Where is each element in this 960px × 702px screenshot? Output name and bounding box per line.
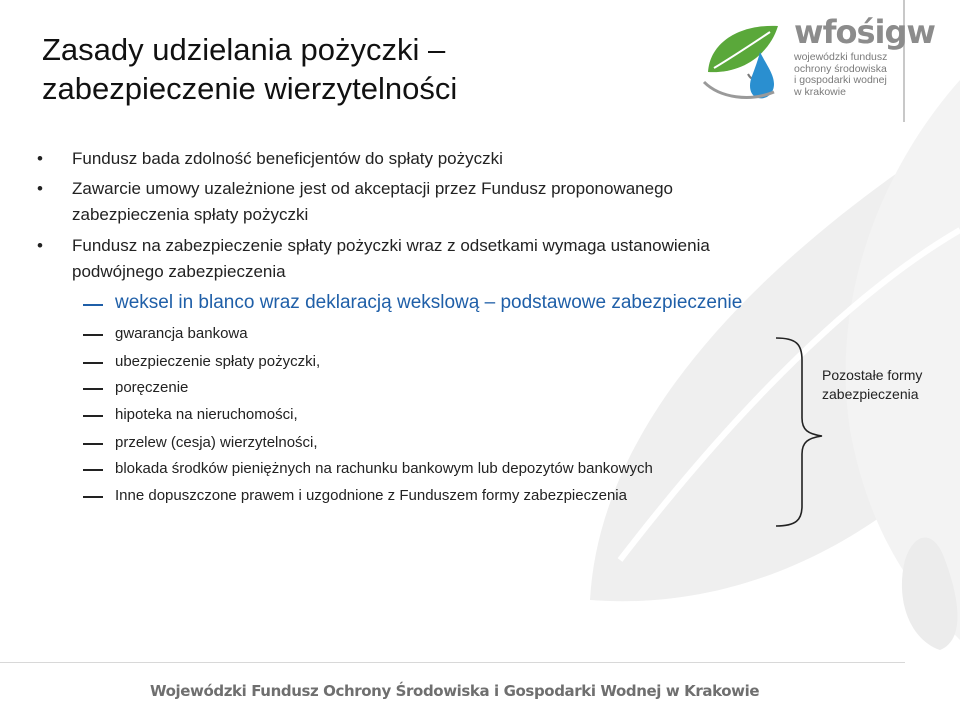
slide-title [42,30,642,108]
sub-bullet-primary: weksel in blanco wraz deklaracją wekslową – podstawowe zabezpieczenie [115,289,742,316]
sub-bullet: ubezpieczenie spłaty pożyczki, [115,348,320,375]
sub-bullet: przelew (cesja) wierzytelności, [115,429,318,456]
logo-subtitle-line: ochrony środowiska [794,62,887,75]
title-line-1: Zasady udzielania pożyczki – [42,32,446,67]
logo-text [794,14,935,98]
footer-text: Wojewódzki Fundusz Ochrony Środowiska i Gospodarki Wodnej w Krakowie [150,682,760,700]
side-note-line: Pozostałe formy [822,367,923,383]
bullet-text: • Fundusz na zabezpieczenie spłaty pożyczki wraz z odsetkami wymaga ustanowienia [72,236,710,255]
footer-divider [0,662,905,663]
bullet-text: • Zawarcie umowy uzależnione jest od akceptacji przez Fundusz proponowanego [72,179,674,198]
logo-subtitle-line: w krakowie [794,85,846,98]
bullet-item [72,233,892,285]
sub-bullet: hipoteka na nieruchomości, [115,401,298,428]
bullet-text: zabezpieczenia spłaty pożyczki [72,205,309,224]
side-note-line: zabezpieczenia [822,386,919,402]
curly-brace-icon [770,336,830,528]
bullet-item [72,146,892,172]
bullet-text: podwójnego zabezpieczenia [72,262,286,281]
sub-bullet: blokada środków pieniężnych na rachunku bankowym lub depozytów bankowych [115,455,653,482]
side-note [822,366,922,404]
logo-subtitle-line: i gospodarki wodnej [794,74,887,86]
logo-subtitle-line: wojewódzki fundusz [794,51,888,63]
bullet-item [72,176,892,228]
logo-wordmark: wfośigw [794,13,935,51]
logo-subtitle [794,52,935,98]
sub-bullet: Inne dopuszczone prawem i uzgodnione z Funduszem formy zabezpieczenia [115,482,627,509]
sub-bullet: gwarancja bankowa [115,320,248,347]
sub-bullet: poręczenie [115,374,188,401]
bullet-text: • Fundusz bada zdolność beneficjentów do spłaty pożyczki [72,149,503,168]
title-line-2: zabezpieczenie wierzytelności [42,71,458,106]
